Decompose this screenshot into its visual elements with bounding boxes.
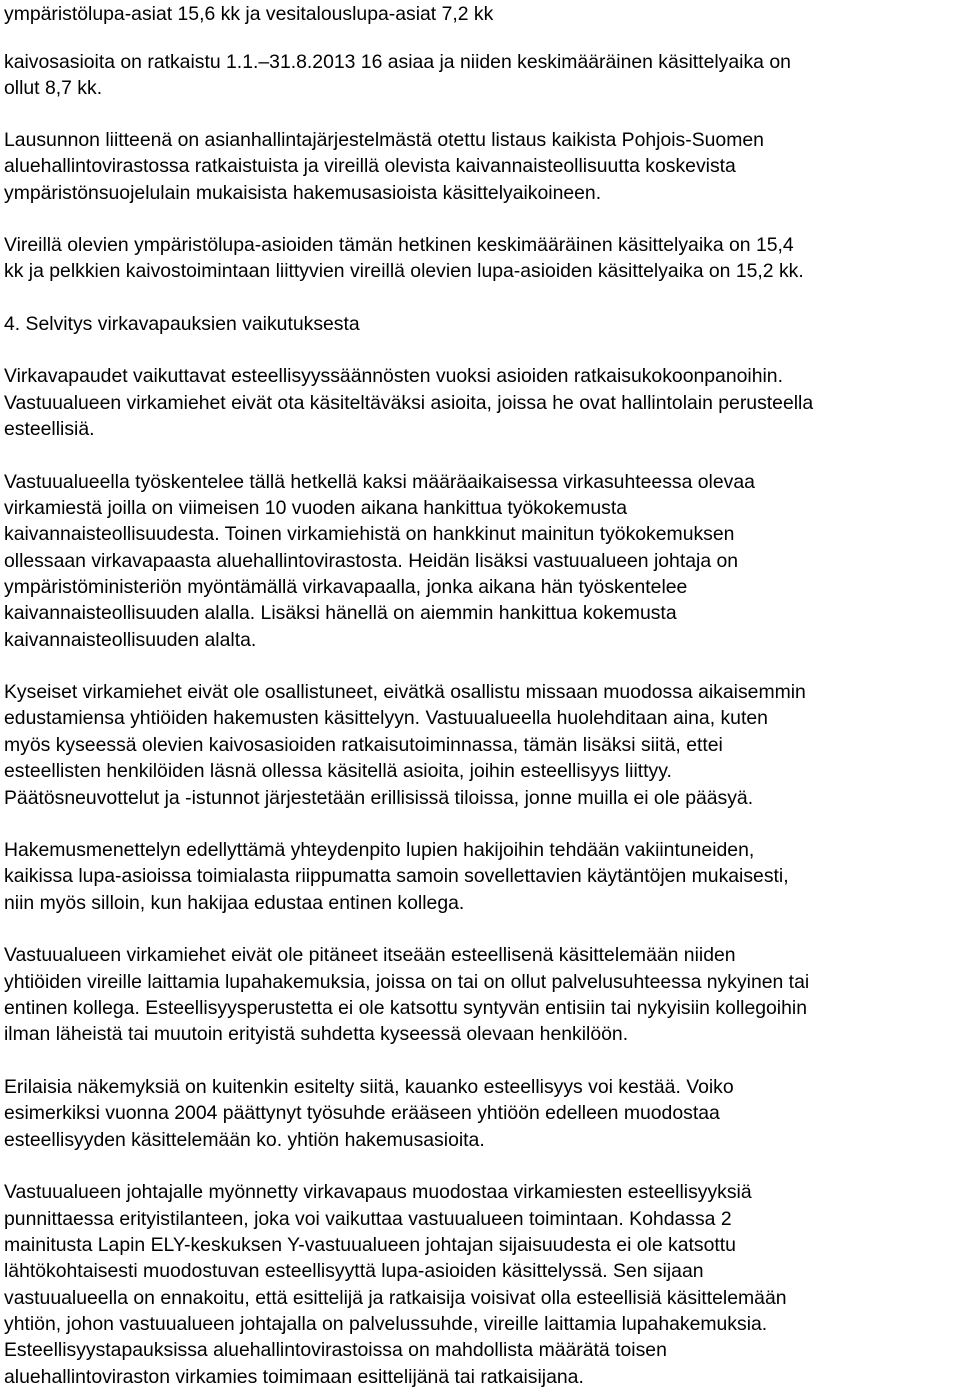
text-line: Vireillä olevien ympäristölupa-asioiden tämän hetkinen keskimääräinen käsittelyaika on 15,4: [4, 234, 794, 256]
text-line: niin myös silloin, kun hakijaa edustaa entinen kollega.: [4, 892, 465, 914]
text-line: Virkavapaudet vaikuttavat esteellisyyssäännösten vuoksi asioiden ratkaisukokoonpanoihin.: [4, 365, 783, 387]
text-line: Esteellisyystapauksissa aluehallintovirastoissa on mahdollista määrätä toisen: [4, 1339, 667, 1361]
text-line: Lausunnon liitteenä on asianhallintajärjestelmästä otettu listaus kaikista Pohjois-Suomen: [4, 129, 764, 151]
text-line: aluehallintoviraston virkamies toimimaan esittelijänä tai ratkaisijana.: [4, 1366, 584, 1388]
text-line: virkamiestä joilla on viimeisen 10 vuoden aikana hankittua työkokemusta: [4, 497, 627, 519]
section-heading: 4. Selvitys virkavapauksien vaikutuksesta: [4, 313, 360, 335]
text-line: Kyseiset virkamiehet eivät ole osallistuneet, eivätkä osallistu missaan muodossa aikaisemmin: [4, 681, 806, 703]
text-line: entinen kollega. Esteellisyysperustetta ei ole katsottu syntyvän entisiin tai nykyisiin kollegoihin: [4, 997, 807, 1019]
text-line: ilman läheistä tai muutoin erityistä suhdetta kyseessä olevaan henkilöön.: [4, 1023, 629, 1045]
text-line: kaivannaisteollisuudesta. Toinen virkamiehistä on hankkinut mainitun työkokemuksen: [4, 523, 735, 545]
text-line: kk ja pelkkien kaivostoimintaan liittyvien vireillä olevien lupa-asioiden käsittelyaika on 15,2 kk.: [4, 260, 804, 282]
text-line: mainitusta Lapin ELY-keskuksen Y-vastuualueen johtajan sijaisuudesta ei ole katsottu: [4, 1234, 736, 1256]
text-line: ympäristöministeriön myöntämällä virkavapaalla, jonka aikana hän työskentelee: [4, 576, 688, 598]
text-line: kaivannaisteollisuuden alalta.: [4, 629, 257, 651]
text-line: esteellisyyden käsittelemään ko. yhtiön hakemusasioita.: [4, 1129, 485, 1151]
text-line: yhtiöiden vireille laittamia lupahakemuksia, joissa on tai on ollut palvelusuhteessa nykyinen tai: [4, 971, 810, 993]
text-line: punnittaessa erityistilanteen, joka voi vaikuttaa vastuualueen toimintaan. Kohdassa 2: [4, 1208, 732, 1230]
text-line: Vastuualueen virkamiehet eivät ole pitäneet itseään esteellisenä käsittelemään niiden: [4, 944, 736, 966]
text-line: ympäristölupa-asiat 15,6 kk ja vesitalouslupa-asiat 7,2 kk: [4, 3, 494, 25]
text-line: Hakemusmenettelyn edellyttämä yhteydenpito lupien hakijoihin tehdään vakiintuneiden,: [4, 839, 755, 861]
text-line: esteellisten henkilöiden läsnä ollessa käsitellä asioita, joihin esteellisyys liittyy.: [4, 760, 672, 782]
text-line: kaivannaisteollisuuden alalla. Lisäksi hänellä on aiemmin hankittua kokemusta: [4, 602, 677, 624]
text-line: ympäristönsuojelulain mukaisista hakemusasioista käsittelyaikoineen.: [4, 182, 602, 204]
text-line: kaikissa lupa-asioissa toimialasta riippumatta samoin sovellettavien käytäntöjen mukaisesti,: [4, 865, 789, 887]
text-line: Vastuualueen johtajalle myönnetty virkavapaus muodostaa virkamiesten esteellisyyksiä: [4, 1181, 752, 1203]
text-line: edustamiensa yhtiöiden hakemusten käsittelyyn. Vastuualueella huolehditaan aina, kuten: [4, 707, 768, 729]
text-line: Erilaisia näkemyksiä on kuitenkin esitelty siitä, kauanko esteellisyys voi kestää. Voiko: [4, 1076, 734, 1098]
text-line: myös kyseessä olevien kaivosasioiden ratkaisutoiminnassa, tämän lisäksi siitä, ettei: [4, 734, 723, 756]
text-line: Vastuualueen virkamiehet eivät ota käsiteltäväksi asioita, joissa he ovat hallintolain perusteella: [4, 392, 814, 414]
text-line: ollut 8,7 kk.: [4, 77, 103, 99]
text-line: kaivosasioita on ratkaistu 1.1.–31.8.2013 16 asiaa ja niiden keskimääräinen käsittelyaika on: [4, 51, 791, 73]
text-line: aluehallintovirastossa ratkaistuista ja vireillä olevista kaivannaisteollisuutta koskevista: [4, 155, 736, 177]
text-line: yhtiön, johon vastuualueen johtajalla on palvelussuhde, vireille laittamia lupahakemuksia.: [4, 1313, 768, 1335]
text-line: Vastuualueella työskentelee tällä hetkellä kaksi määräaikaisessa virkasuhteessa olevaa: [4, 471, 755, 493]
text-line: Päätösneuvottelut ja -istunnot järjestetään erillisissä tiloissa, jonne muilla ei ole pääsyä.: [4, 787, 754, 809]
text-line: esteellisiä.: [4, 418, 95, 440]
text-line: ollessaan virkavapaasta aluehallintovirastosta. Heidän lisäksi vastuualueen johtaja on: [4, 550, 739, 572]
text-line: esimerkiksi vuonna 2004 päättynyt työsuhde erääseen yhtiöön edelleen muodostaa: [4, 1102, 720, 1124]
text-line: vastuualueella on ennakoitu, että esittelijä ja ratkaisija voisivat olla esteellisiä käsittelemään: [4, 1287, 787, 1309]
text-line: lähtökohtaisesti muodostuvan esteellisyyttä lupa-asioiden käsittelyssä. Sen sijaan: [4, 1260, 704, 1282]
